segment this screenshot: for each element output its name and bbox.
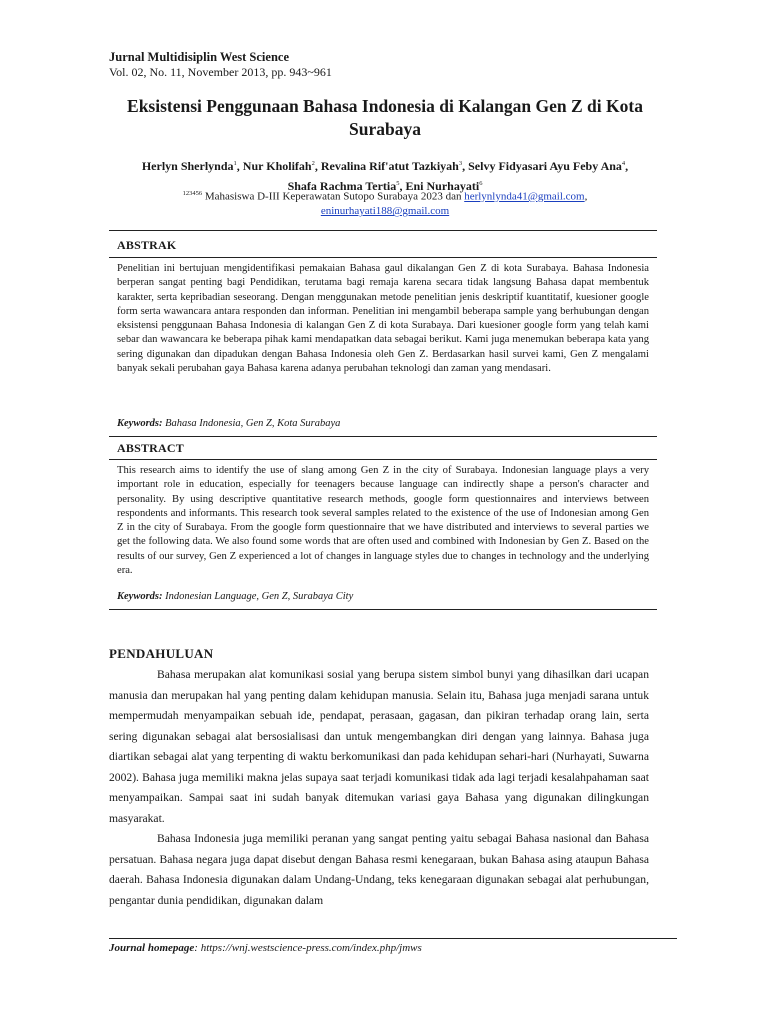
author: Selvy Fidyasari Ayu Feby Ana$^4$, [468,159,629,173]
abstract-text: This research aims to identify the use of slang among Gen Z in the city of Surabaya. Indonesian language plays a very important role in education, especially for teenagers because language can indirectly shape a person's character and personality. By using descriptive quantitative research methods, google form questionnaires and interviews between respondents and informants. This research took several samples related to the existence of the use of Indonesian among Gen Z in the city of Surabaya. From the google form questionnaire that we have distributed and interviews to several parties we get the following data. We also found some words that are often used and combined with Indonesian by Gen Z. Based on the results of our survey, Gen Z experienced a lot of changes in language styles due to changes in technology and the underlying era. [117,465,649,577]
abstrak-heading: ABSTRAK [117,238,177,252]
abstrak-keywords: Keywords: Bahasa Indonesia, Gen Z, Kota Surabaya [117,418,341,429]
author: Herlyn Sherlynda$^1$, [141,159,243,173]
author: Nur Kholifah$^2$, [242,159,321,173]
journal-homepage: Journal homepage: https://wnj.westscience-press.com/index.php/jmws [109,942,422,954]
email-link-2[interactable]: eninurhayati188@gmail.com [320,205,450,218]
divider [109,609,657,610]
paragraph: Bahasa merupakan alat komunikasi sosial yang berupa sistem simbol bunyi yang dihasilkan dari ucapan manusia dan merupakan hal yang penting dalam kehidupan manusia. Selain itu, Bahasa juga menjadi sarana untuk mempermudah menyampaikan sebuah ide, pendapat, perasaan, gagasan, dan pikiran terhadap orang lain, serta sering digunakan sebagai alat bersosialisasi dan untuk mengembangkan diri dengan yang lainnya. Bahasa juga diartikan sebagai alat yang terpenting di waktu berkomunikasi dan pada kehidupan sehari-hari (Nurhayati, Suwarna 2002). Bahasa juga memiliki makna jelas supaya saat terjadi komunikasi tidak ada lagi terjadi kesalahpahaman saat menyampaikan. Sampai saat ini sudah banyak ditemukan variasi gaya Bahasa yang digunakan dilingkungan masyarakat. [109,668,649,825]
body-text [109,665,649,911]
email-link-1[interactable]: herlynlynda41@gmail.com [464,190,585,203]
divider [109,230,657,231]
divider [109,938,677,939]
paragraph: Bahasa Indonesia juga memiliki peranan yang sangat penting yaitu sebagai Bahasa nasional dan Bahasa persatuan. Bahasa negara juga dapat disebut dengan Bahasa resmi kenegaraan, bukan Bahasa asing ataupun Bahasa daerah. Bahasa Indonesia digunakan dalam Undang-Undang, teks kenegaraan digunakan sebagai alat perhubungan, pengantar dunia pendidikan, digunakan dalam [109,832,649,907]
divider [109,459,657,460]
divider [109,436,657,437]
author: Eni Nurhayati$^6$ [405,179,483,193]
divider [109,257,657,258]
journal-name: Jurnal Multidisiplin West Science [109,50,289,64]
abstract-keywords: Keywords: Indonesian Language, Gen Z, Surabaya City [117,591,354,602]
abstrak-text: Penelitian ini bertujuan mengidentifikasi pemakaian Bahasa gaul dikalangan Gen Z di kota Surabaya. Bahasa Indonesia berperan sangat penting bagi Pendidikan, terutama bagi remaja karena secara tidak langsung Bahasa dapat membentuk karakter, serta kepribadian seseorang. Dengan menggunakan metode penelitian jenis deskriptif kuantitatif, kuesioner google form serta wawancara antara responden dan informan. Penelitian ini mengambil beberapa sample yang berhubungan dengan eksistensi penggunaan Bahasa Indonesia di kalangan Gen Z di kota Surabaya. Dari kuesioner google form yang telah kami sebar dan wawancara ke beberapa pihak kami mendapatkan data sebagai berikut. Kami juga menemukan beberapa kata yang sering digunakan dan dipadukan dengan Bahasa Indonesia oleh Gen Z. Berdasarkan hasil survei kami, Gen Z mengalami banyak sekali perubahan gaya Bahasa karena adanya perubahan teknologi dan zaman yang mendasari. [117,263,649,375]
affiliation: $^{123456}$ Mahasiswa D-III Keperawatan Sutopo Surabaya 2023 dan herlynlynda41@gmail.com, eninurhayati188@gmail.com [182,190,588,218]
abstract-heading: ABSTRACT [117,441,184,455]
section-heading: PENDAHULUAN [109,646,214,661]
author: Revalina Rif'atut Tazkiyah$^3$, [320,159,469,173]
homepage-url[interactable]: https://wnj.westscience-press.com/index.php/jmws [200,942,422,954]
paper-title: Eksistensi Penggunaan Bahasa Indonesia di Kalangan Gen Z di Kota Surabaya [127,96,643,139]
author: Shafa Rachma Tertia$^5$, [287,179,406,193]
journal-volume: Vol. 02, No. 11, November 2013, pp. 943~961 [109,65,332,79]
